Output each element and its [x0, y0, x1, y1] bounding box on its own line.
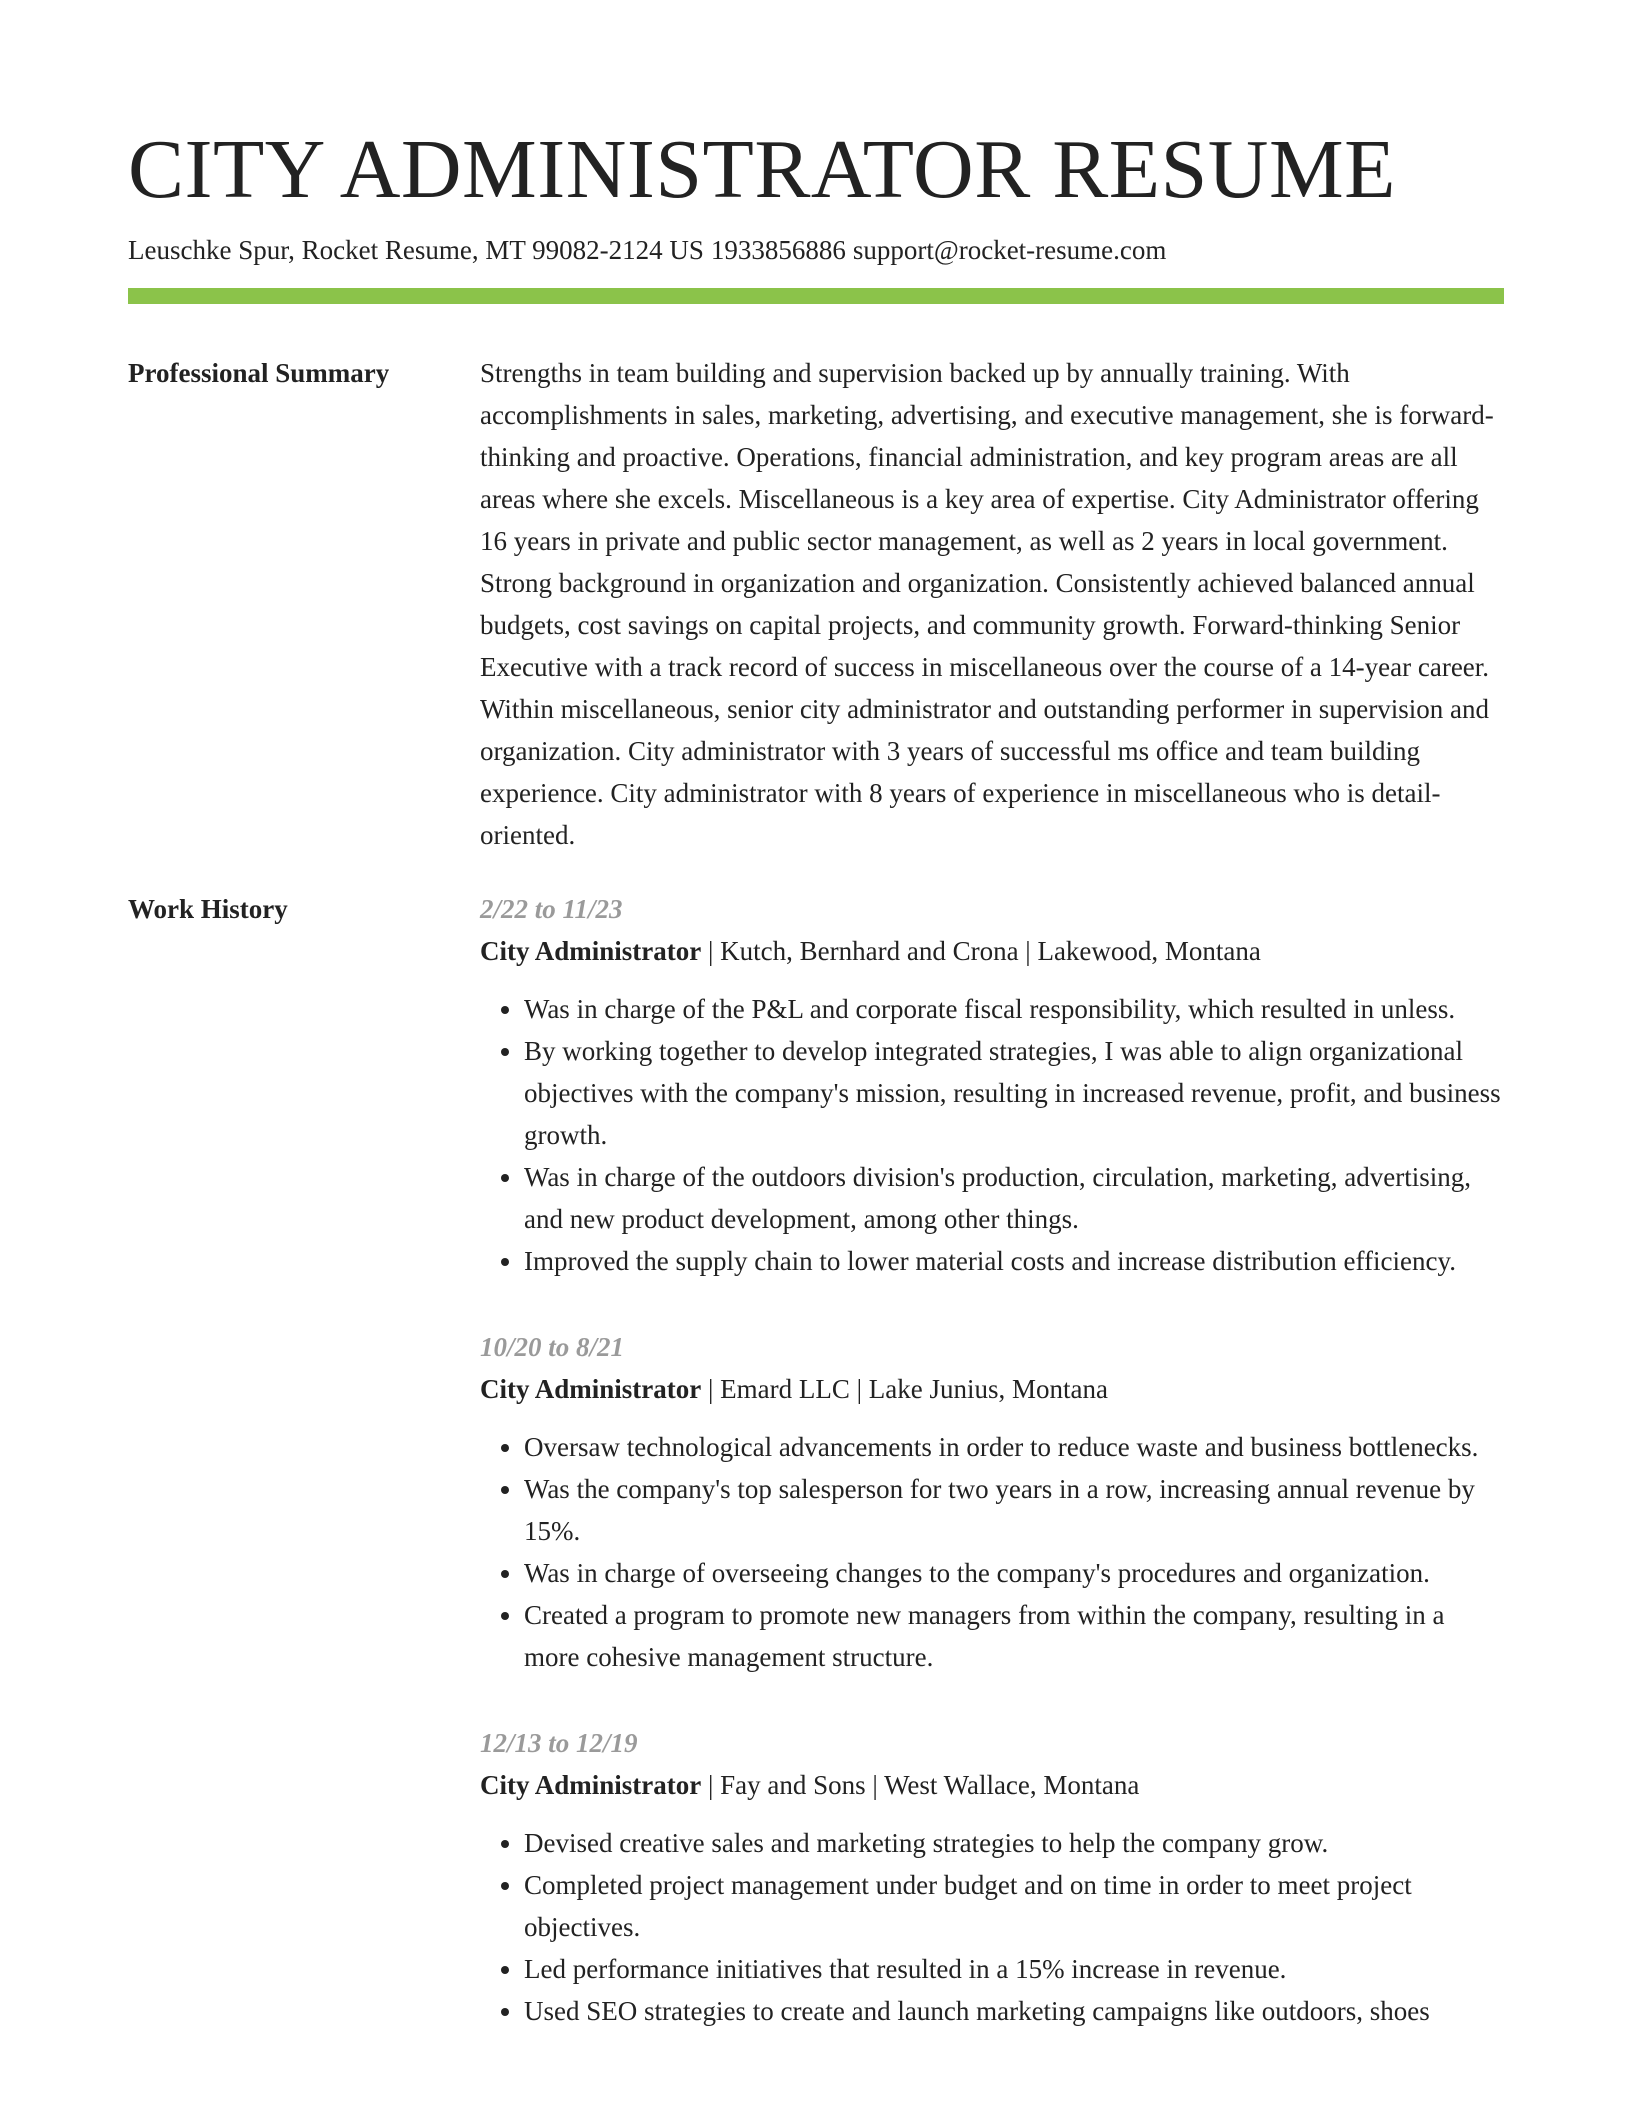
job-bullet: • Was in charge of the P&L and corporate fiscal responsibility, which resulted in unless.	[524, 988, 1504, 1030]
job-title: City Administrator	[480, 1374, 702, 1404]
job-bullet: • Was the company's top salesperson for two years in a row, increasing annual revenue by 15%.	[524, 1468, 1504, 1552]
job-entry	[480, 1326, 1504, 1678]
work-history-section	[128, 888, 1504, 2076]
job-bullet: • Used SEO strategies to create and launch marketing campaigns like outdoors, shoes	[524, 1990, 1504, 2032]
job-heading	[480, 930, 1504, 972]
job-employer-location: | Emard LLC | Lake Junius, Montana	[701, 1374, 1108, 1404]
job-dates: 2/22 to 11/23	[480, 894, 623, 924]
job-bullet: • Created a program to promote new managers from within the company, resulting in a more cohesive management structure.	[524, 1594, 1504, 1678]
professional-summary-section	[128, 352, 1504, 856]
contact-email[interactable]: support@rocket-resume.com	[852, 235, 1167, 265]
section-label-professional-summary: Professional Summary	[128, 358, 390, 388]
job-entry	[480, 888, 1504, 1282]
job-title: City Administrator	[480, 1770, 702, 1800]
resume-page	[128, 120, 1504, 2076]
job-bullet-list	[480, 1822, 1504, 2032]
job-bullet: • Was in charge of overseeing changes to the company's procedures and organization.	[524, 1552, 1504, 1594]
job-title: City Administrator	[480, 936, 702, 966]
resume-title: CITY ADMINISTRATOR RESUME	[128, 123, 1396, 216]
section-body-work	[480, 888, 1504, 2076]
job-bullet-list	[480, 988, 1504, 1282]
section-label-work-history: Work History	[128, 894, 288, 924]
contact-line	[128, 232, 1504, 268]
job-entry	[480, 1722, 1504, 2032]
job-bullet: • Led performance initiatives that resulted in a 15% increase in revenue.	[524, 1948, 1504, 1990]
contact-phone: 1933856886	[710, 235, 846, 265]
job-heading	[480, 1368, 1504, 1410]
job-bullet: • Was in charge of the outdoors division's production, circulation, marketing, advertising, and new product development, among other things.	[524, 1156, 1504, 1240]
job-bullet: • Completed project management under budget and on time in order to meet project objectives.	[524, 1864, 1504, 1948]
contact-address: Leuschke Spur, Rocket Resume, MT 99082-2124 US	[128, 235, 704, 265]
job-bullet: • Devised creative sales and marketing strategies to help the company grow.	[524, 1822, 1504, 1864]
job-employer-location: | Kutch, Bernhard and Crona | Lakewood, Montana	[701, 936, 1261, 966]
accent-divider	[128, 288, 1504, 304]
job-bullet-list	[480, 1426, 1504, 1678]
job-bullet: • Oversaw technological advancements in order to reduce waste and business bottlenecks.	[524, 1426, 1504, 1468]
job-dates: 12/13 to 12/19	[480, 1728, 638, 1758]
job-dates: 10/20 to 8/21	[480, 1332, 625, 1362]
job-employer-location: | Fay and Sons | West Wallace, Montana	[701, 1770, 1140, 1800]
job-bullet: • Improved the supply chain to lower material costs and increase distribution efficiency.	[524, 1240, 1504, 1282]
job-bullet: • By working together to develop integrated strategies, I was able to align organizational objectives with the company's mission, resulting in increased revenue, profit, and business growth.	[524, 1030, 1504, 1156]
section-body-summary	[480, 352, 1504, 856]
summary-text: Strengths in team building and supervision backed up by annually training. With accomplishments in sales, marketing, advertising, and executive management, she is forward-thinking and proactive. Operations, financial administration, and key program areas are all areas where she excels. Miscellaneous is a key area of expertise. City Administrator offering 16 years in private and public sector management, as well as 2 years in local government. Strong background in organization and organization. Consistently achieved balanced annual budgets, cost savings on capital projects, and community growth. Forward-thinking Senior Executive with a track record of success in miscellaneous over the course of a 14-year career. Within miscellaneous, senior city administrator and outstanding performer in supervision and organization. City administrator with 3 years of successful ms office and team building experience. City administrator with 8 years of experience in miscellaneous who is detail-oriented.	[480, 358, 1494, 850]
job-heading	[480, 1764, 1504, 1806]
